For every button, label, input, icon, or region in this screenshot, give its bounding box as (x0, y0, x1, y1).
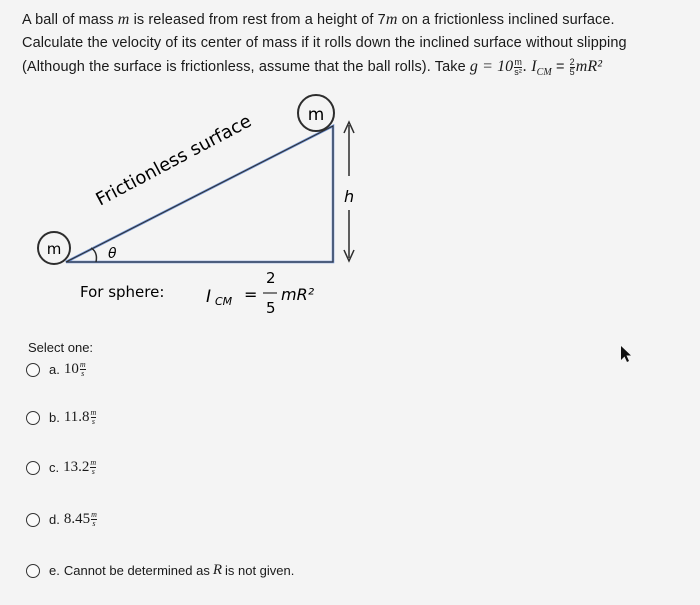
question-text-part: A ball of mass (22, 12, 118, 28)
radio-b[interactable] (26, 411, 40, 425)
unit-denominator: s (81, 369, 85, 378)
unit-denominator: s (92, 519, 96, 528)
option-text: is not given. (225, 563, 295, 578)
select-one-label: Select one: (28, 340, 94, 355)
equals-sign: = (551, 59, 569, 75)
unit-numerator: m (514, 56, 522, 67)
unit-denominator: s² (514, 66, 522, 77)
option-value: 11.8 (63, 409, 90, 425)
option-unit (90, 459, 96, 476)
unit-denominator: s (91, 467, 95, 476)
option-value: 13.2 (63, 459, 90, 475)
formula-denominator: 5 (266, 299, 276, 317)
option-letter: c. (49, 460, 60, 475)
formula-numerator: 2 (266, 269, 276, 287)
option-d[interactable] (26, 511, 97, 528)
question-text-part: on a frictionless inclined surface. (397, 12, 615, 28)
option-letter: d. (49, 512, 60, 527)
option-letter: e. (49, 563, 60, 578)
surface-label: Frictionless surface (92, 110, 256, 211)
inertia-expression: mR² (575, 58, 603, 75)
angle-label: θ (108, 246, 117, 262)
height-label: h (344, 187, 355, 206)
mouse-cursor-icon (619, 344, 633, 364)
answer-options (26, 355, 526, 595)
radio-a[interactable] (26, 363, 40, 377)
inertia-subscript: CM (536, 66, 552, 78)
radio-e[interactable] (26, 564, 40, 578)
option-unit (91, 511, 97, 528)
radius-symbol: R (212, 562, 222, 578)
option-a[interactable] (26, 361, 86, 378)
option-text: Cannot be determined as (63, 563, 210, 578)
mass-symbol: m (117, 11, 130, 28)
ball-bottom-label: m (46, 240, 62, 258)
option-unit (91, 409, 97, 426)
formula-subscript: CM (215, 295, 233, 308)
option-letter: b. (49, 410, 60, 425)
formula-label: For sphere: (80, 283, 165, 301)
option-c[interactable] (26, 459, 96, 476)
unit-denominator: s (91, 417, 95, 426)
fraction-numerator: 2 (569, 56, 575, 67)
option-value: 10 (63, 361, 79, 377)
option-e[interactable] (26, 562, 294, 579)
unit-numerator: m (91, 510, 97, 519)
unit-numerator: m (90, 408, 97, 417)
unit-numerator: m (79, 360, 86, 369)
option-letter: a. (49, 362, 60, 377)
fraction-denominator: 5 (569, 66, 575, 77)
meter-symbol: m (385, 11, 398, 28)
radio-c[interactable] (26, 461, 40, 475)
inertia-symbol: . I (523, 58, 537, 75)
cursor-shape (621, 346, 631, 362)
option-b[interactable] (26, 409, 96, 426)
question-text-part: (Although the surface is frictionless, assume that the ball rolls). Take (22, 59, 470, 75)
option-value: 8.45 (63, 511, 91, 527)
question-text-part: is released from rest from a height of 7 (129, 12, 386, 28)
option-unit (80, 361, 86, 378)
formula-inertia: I (206, 287, 212, 307)
radio-d[interactable] (26, 513, 40, 527)
ball-top-label: m (307, 105, 325, 125)
unit-numerator: m (90, 458, 97, 467)
gravity-value: g = 10 (469, 58, 514, 75)
formula-rhs: mR² (281, 285, 315, 304)
formula-equals: = (244, 285, 258, 304)
question-line-2: Calculate the velocity of its center of mass if it rolls down the inclined surface without slipping (22, 35, 627, 51)
